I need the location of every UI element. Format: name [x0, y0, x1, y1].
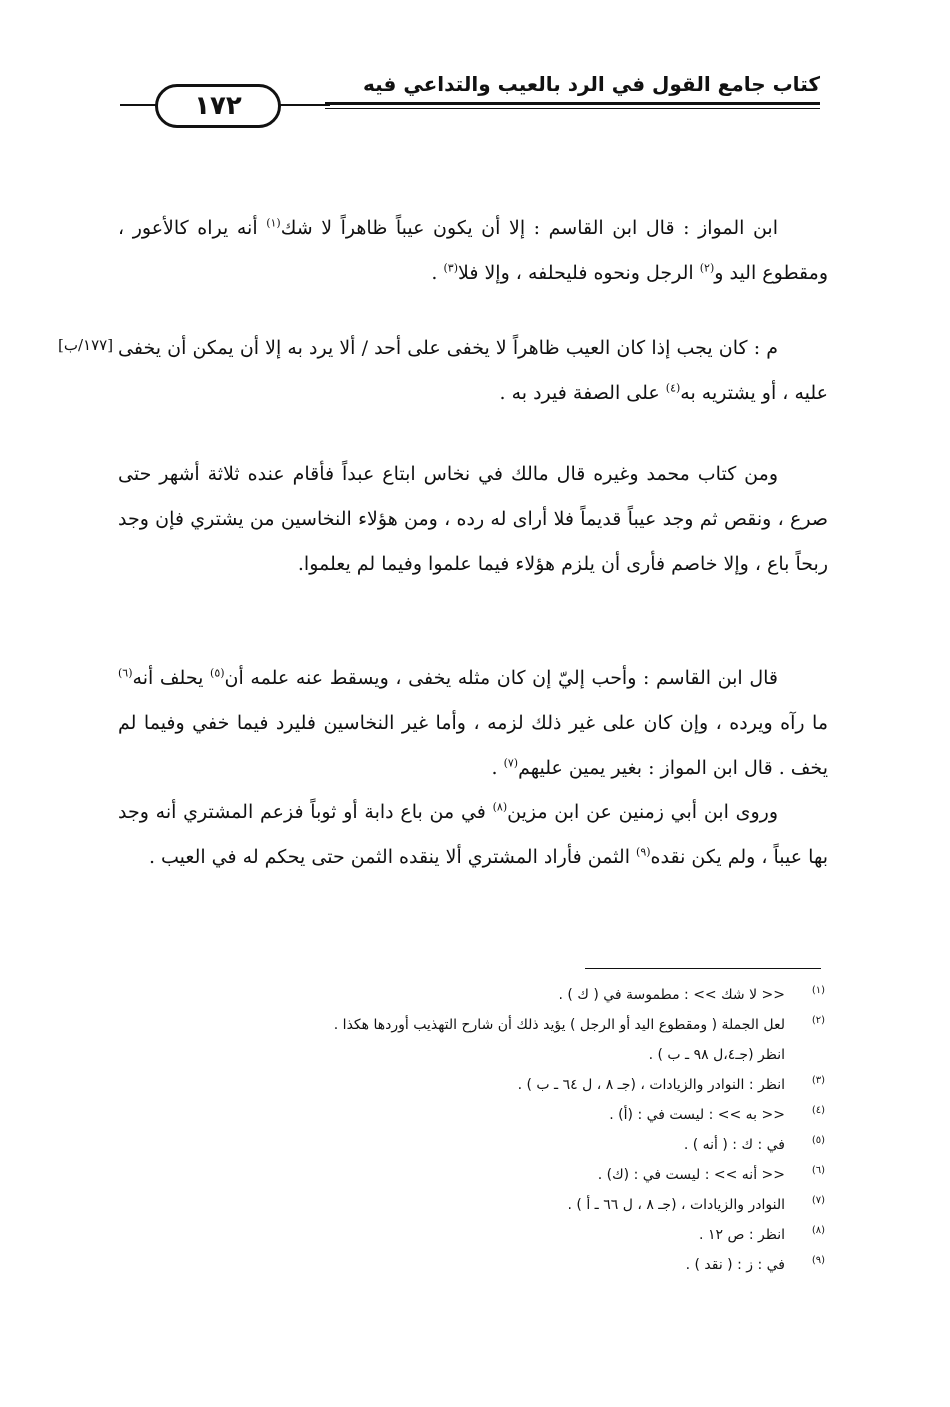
footnote-9 — [230, 1250, 825, 1280]
manuscript-folio-note: [١٧٧/ب] — [58, 336, 114, 354]
footnote-number: (٥) — [811, 1135, 825, 1146]
footnote-ref-5: (٥) — [210, 666, 225, 680]
footnote-text: لعل الجملة ( ومقطوع اليد أو الرجل ) يؤيد ذلك أن شارح التهذيب أوردها هكذا . — [333, 1017, 785, 1033]
footnote-ref-1: (١) — [266, 216, 281, 230]
footnote-separator — [585, 968, 821, 969]
footnote-6 — [230, 1160, 825, 1190]
footnote-ref-3: (٣) — [443, 261, 459, 275]
footnote-7 — [230, 1190, 825, 1220]
header-rule-thin — [325, 108, 820, 109]
footnote-number: (٨) — [811, 1225, 825, 1236]
footnotes — [230, 980, 825, 1280]
footnote-text: انظر : النوادر والزيادات ، (جـ ٨ ، ل ٦٤ ـ ب ) . — [517, 1077, 785, 1093]
p4-text-a: قال ابن القاسم : وأحب إليّ إن كان مثله يخفى ، ويسقط عنه علمه أن — [224, 667, 779, 689]
running-title: كتاب جامع القول في الرد بالعيب والتداعي فيه — [363, 72, 820, 96]
footnote-text: النوادر والزيادات ، (جـ ٨ ، ل ٦٦ ـ أ ) . — [567, 1197, 785, 1213]
paragraph-2 — [118, 326, 828, 416]
footnote-text: في : ك : ( أنه ) . — [683, 1137, 785, 1153]
footnote-number: (٧) — [811, 1195, 825, 1206]
footnote-ref-7: (٧) — [503, 756, 519, 770]
footnote-text: << به >> : ليست في : (أ) . — [609, 1107, 785, 1123]
p4-text-d: . — [491, 757, 504, 779]
p4-text-b: يحلف أنه — [132, 667, 211, 689]
p5-text-a: وروى ابن أبي زمنين عن ابن مزين — [507, 801, 778, 823]
p5-text-b: في من باع دابة أو ثوباً فزعم المشتري أنه وجد بها عيباً ، ولم يكن نقده — [118, 801, 828, 868]
p3-text: ومن كتاب محمد وغيره قال مالك في نخاس ابتاع عبداً فأقام عنده ثلاثة أشهر حتى صرع ، ونقص ثم وجد عيباً قديماً فلا أراى له رده ، ومن هؤلاء النخاسين من يشتري فإن وجد ربحاً باع ، وإلا خاصم فأرى أن يلزم هؤلاء فيما علموا وفيما لم يعلموا. — [118, 463, 828, 575]
p2-text-b: على الصفة فيرد به . — [499, 382, 666, 404]
footnote-number: (٢) — [811, 1015, 825, 1026]
footnote-text: << لا شك >> : مطموسة في ( ك ) . — [558, 987, 785, 1003]
footnote-3 — [230, 1070, 825, 1100]
footnote-ref-9: (٩) — [636, 845, 651, 859]
paragraph-3 — [118, 452, 828, 587]
paragraph-4 — [118, 656, 828, 791]
footnote-number: (٩) — [811, 1255, 825, 1266]
footnote-ref-6: (٦) — [118, 666, 133, 680]
page-number-ornament — [120, 84, 330, 126]
page-number: ١٧٢ — [155, 84, 281, 128]
footnote-ref-4: (٤) — [665, 381, 681, 395]
p1-text-c: الرجل ونحوه فليحلفه ، وإلا فلا — [458, 262, 700, 284]
paragraph-5 — [118, 790, 828, 880]
footnote-number: (١) — [811, 985, 825, 996]
page-header — [120, 72, 820, 132]
p1-text-d: . — [431, 262, 444, 284]
footnote-1 — [230, 980, 825, 1010]
header-rule — [325, 102, 820, 105]
footnote-text: << أنه >> : ليست في : (ك) . — [597, 1167, 785, 1183]
footnote-number: (٦) — [811, 1165, 825, 1176]
footnote-5 — [230, 1130, 825, 1160]
footnote-text: انظر : ص ١٢ . — [699, 1227, 785, 1243]
p1-text-b: أنه يراه كالأعور ، ومقطوع اليد و — [118, 217, 828, 284]
paragraph-1 — [118, 206, 828, 296]
footnote-number: (٣) — [811, 1075, 825, 1086]
p5-text-c: الثمن فأراد المشتري ألا ينقده الثمن حتى يحكم له في العيب . — [148, 846, 637, 868]
footnote-4 — [230, 1100, 825, 1130]
p1-text-a: ابن المواز : قال ابن القاسم : إلا أن يكون عيباً ظاهراً لا شك — [280, 217, 779, 239]
p2-text-a: م : كان يجب إذا كان العيب ظاهراً لا يخفى على أحد / ألا يرد به إلا أن يمكن أن يخفى عليه ، أو يشتريه به — [118, 337, 828, 404]
p4-text-c: ما رآه ويرده ، وإن كان على غير ذلك لزمه ، وأما غير النخاسين فليرد فيما خفي وفيما لم يخف . قال ابن المواز : بغير يمين عليهم — [118, 712, 829, 779]
footnote-text: في : ز : ( نقد ) . — [685, 1257, 785, 1273]
footnote-ref-8: (٨) — [492, 800, 508, 814]
footnote-2-continuation: انظر (جـ٤،ل ٩٨ ـ ب ) . — [648, 1047, 785, 1063]
footnote-number: (٤) — [811, 1105, 825, 1116]
footnote-ref-2: (٢) — [699, 261, 715, 275]
footnote-8 — [230, 1220, 825, 1250]
footnote-2 — [230, 1010, 825, 1040]
